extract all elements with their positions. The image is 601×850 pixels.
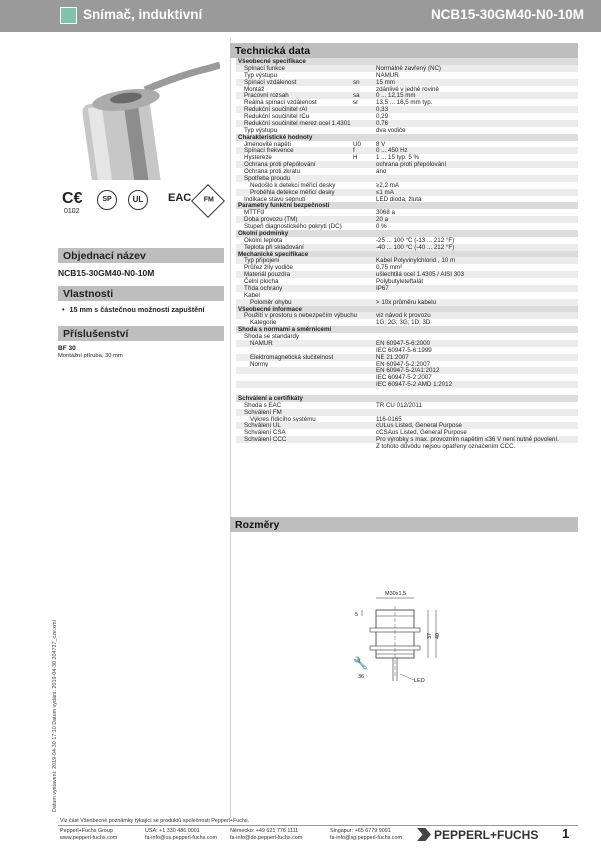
tech-row-label: MTTFd xyxy=(244,209,264,217)
tech-row-value: NE 21:2007 xyxy=(376,353,409,361)
tech-row-label: Poloměr ohybu xyxy=(250,298,292,306)
tech-row xyxy=(236,340,578,347)
csa-icon: SP xyxy=(97,190,117,210)
feature-item: • 15 mm s částečnou možností zapuštění xyxy=(62,305,205,314)
tech-row xyxy=(236,333,578,340)
tech-row xyxy=(236,237,578,244)
tech-row-value: 0,76 xyxy=(376,119,389,127)
tech-row-value: 0 ... 450 Hz xyxy=(376,147,408,155)
tech-row xyxy=(236,299,578,306)
tech-row-label: Redukční součinitel rAl xyxy=(244,106,307,114)
tech-row-label: Okolní podmínky xyxy=(238,229,289,237)
tech-row-symbol: f xyxy=(353,147,355,155)
tech-row-value: ušlechtilá ocel 1.4305 / AISI 303 xyxy=(376,271,465,279)
tech-row-label: Výkres řídicího systému xyxy=(250,415,316,423)
tech-row xyxy=(236,127,578,134)
tech-row xyxy=(236,312,578,319)
tech-row xyxy=(236,209,578,216)
tech-row-label: Spotřeba proudu xyxy=(244,174,291,182)
tech-row-value: viz návod k provozu xyxy=(376,312,431,320)
tech-row xyxy=(236,361,578,368)
fm-approved-icon: FM xyxy=(191,184,225,218)
tech-row-label: Použití v prostoru s nebezpečím výbuchu xyxy=(244,312,358,320)
tech-category-row xyxy=(236,202,578,209)
tech-row-label: Průřez žíly vodiče xyxy=(244,264,293,272)
tech-row-label: Spínací vzdálenost xyxy=(244,78,297,86)
tech-row-value: 3068 a xyxy=(376,209,395,217)
tech-row-value: Polybutyleteftalát xyxy=(376,278,424,285)
tech-row-value: 0 ... 12,15 mm xyxy=(376,92,416,100)
tech-row-value: dva vodiče xyxy=(376,126,406,134)
tech-row-label: Nedošlo k detekci měřicí desky xyxy=(250,181,336,189)
accessories-title: Příslušenství xyxy=(58,326,224,341)
tech-row-label: Redukční součinitel rnerez ocel 1.4301 xyxy=(244,119,351,127)
tech-row-label: Typ připojení xyxy=(244,257,280,265)
features-list xyxy=(58,305,224,314)
tech-row-label: Normy xyxy=(250,360,269,368)
tech-row xyxy=(236,285,578,292)
tech-row-label: Hystereze xyxy=(244,154,272,162)
tech-row-value: EN 60947-5-6:2000 xyxy=(376,339,431,347)
tech-row xyxy=(236,436,578,443)
tech-row xyxy=(236,79,578,86)
tech-row-label: Doba provozu (TM) xyxy=(244,216,298,224)
tech-row xyxy=(236,86,578,93)
footer-note: Viz část Všeobecné poznámky týkající se produktů společnosti Pepperl+Fuchs. xyxy=(60,818,250,824)
accessory-desc: Montážní příruba, 30 mm xyxy=(58,353,123,359)
tech-row-label: Charakteristické hodnoty xyxy=(238,133,313,141)
ce-mark-icon: C€ xyxy=(62,190,83,207)
tech-row xyxy=(236,120,578,127)
order-code: NCB15-30GM40-N0-10M xyxy=(58,268,155,278)
tech-row xyxy=(236,196,578,203)
tech-row-label: Proběhla detekce měřicí desky xyxy=(250,188,335,196)
tech-category-row xyxy=(236,58,578,65)
tech-row-value: TR CU 012/2011 xyxy=(376,401,422,409)
tech-row xyxy=(236,92,578,99)
sensor-product-image xyxy=(70,60,220,180)
features-title: Vlastnosti xyxy=(58,286,224,301)
tech-row xyxy=(236,354,578,361)
tech-row-label: Kabel xyxy=(244,291,260,299)
tech-row-label: Ochrana proti zkratu xyxy=(244,168,301,175)
tech-row-value: NAMUR xyxy=(376,71,399,79)
tech-row-label: Jmenovité napětí xyxy=(244,140,292,148)
tech-row-value: 8 V xyxy=(376,140,386,148)
tech-row xyxy=(236,141,578,148)
tech-row xyxy=(236,106,578,113)
brand-name: PEPPERL+FUCHS xyxy=(434,828,539,842)
dim-40: 40 xyxy=(435,632,441,639)
tech-category-row xyxy=(236,134,578,141)
tech-row-value: LED dioda, žlutá xyxy=(376,195,422,203)
tech-category-row xyxy=(236,395,578,402)
tech-row-value: 0 % xyxy=(376,223,387,230)
tech-row xyxy=(236,216,578,223)
tech-category-row xyxy=(236,230,578,237)
tech-category-row xyxy=(236,306,578,313)
tech-row-value: Z tohoto důvodu nejsou opatřeny označením CCC. xyxy=(376,443,516,450)
tech-row-value: 0,33 xyxy=(376,106,389,114)
tech-row-value: EN 60947-5-2/A1:2012 xyxy=(376,367,440,375)
tech-row-label: Redukční součinitel rCu xyxy=(244,113,310,120)
tech-row xyxy=(236,367,578,374)
tech-row-label: Kategorie xyxy=(250,319,277,327)
tech-row-value: IEC 60947-5-6:1999 xyxy=(376,346,432,354)
tech-row-label: Okolní teplota xyxy=(244,236,283,244)
tech-row xyxy=(236,99,578,106)
tech-row-value: ochrana proti přepólování xyxy=(376,161,447,169)
footer-usa-mail[interactable]: fa-info@us.pepperl-fuchs.com xyxy=(145,835,217,841)
tech-row xyxy=(236,113,578,120)
footer-usa: USA: +1 330 486 0001 xyxy=(145,828,200,834)
tech-row xyxy=(236,402,578,409)
tech-row-value: 15 mm xyxy=(376,78,395,86)
tech-row-label: Schválení FM xyxy=(244,408,282,416)
eac-icon: EAC xyxy=(168,192,192,204)
tech-row-label: Třída ochrany xyxy=(244,284,283,292)
tech-row-symbol: sa xyxy=(353,92,360,100)
tech-row-label: Shoda s normami a směrnicemi xyxy=(238,326,332,334)
tech-row xyxy=(236,347,578,354)
wrench-size: 36 xyxy=(358,674,365,680)
tech-row-value: IEC 60947-5-2:2007 xyxy=(376,374,432,382)
wrench-icon: 🔧 xyxy=(353,656,368,670)
tech-row-value: ano xyxy=(376,168,387,175)
accessory-name: BF 30 xyxy=(58,345,76,352)
tech-category-row xyxy=(236,326,578,333)
tech-row-symbol: U0 xyxy=(353,140,361,148)
tech-row-value: EN 60947-5-2:2007 xyxy=(376,360,431,368)
tech-row-value: IP67 xyxy=(376,284,389,292)
footer-sg: Singapur: +65 6779 9091 xyxy=(330,828,391,834)
tech-row-value: Pro výrobky s max. provozním napětím ≤36 V není nutné povolení. xyxy=(376,436,559,444)
footer-group: Pepperl+Fuchs Group xyxy=(60,828,113,834)
dim-37: 37 xyxy=(427,632,433,639)
tech-row xyxy=(236,182,578,189)
tech-row-label: Čelní plocha xyxy=(244,278,279,285)
tech-row-symbol: sn xyxy=(353,78,360,86)
led-label: LED xyxy=(414,678,425,684)
tech-row-value: -40 ... 100 °C (-40 ... 212 °F) xyxy=(376,243,455,251)
tech-row-label: Pracovní rozsah xyxy=(244,92,289,100)
tech-row-value: Kabel Polyvinylchlorid , 10 m xyxy=(376,257,456,265)
dim-5: 5 xyxy=(355,612,359,618)
tech-row-label: Spínací frekvence xyxy=(244,147,294,155)
tech-row-label: Elektromagnetická slučitelnost xyxy=(250,353,334,361)
tech-row xyxy=(236,374,578,381)
tech-row xyxy=(236,319,578,326)
tech-row-label: Stupeň diagnostického pokrytí (DC) xyxy=(244,223,342,230)
tech-row xyxy=(236,292,578,299)
tech-row-value: cULus Listed, General Purpose xyxy=(376,422,462,430)
tech-row xyxy=(236,72,578,79)
tech-row xyxy=(236,65,578,72)
tech-row-value: 0,29 xyxy=(376,113,389,120)
header-square-icon xyxy=(60,7,77,24)
tech-row-symbol: sr xyxy=(353,99,359,107)
tech-row-label: Mechanické specifikace xyxy=(238,250,309,258)
tech-row xyxy=(236,264,578,271)
tech-row-label: Materiál pouzdra xyxy=(244,271,291,279)
footer-divider xyxy=(58,825,578,826)
tech-row xyxy=(236,168,578,175)
tech-row-label: Typ výstupu xyxy=(244,71,278,79)
tech-row xyxy=(236,409,578,416)
tech-row-label: Teplota při skladování xyxy=(244,243,304,251)
tech-data-title: Technická data xyxy=(230,43,578,58)
tech-row-label: Schválení UL xyxy=(244,422,281,430)
tech-row-label: Ochrana proti přepólování xyxy=(244,161,316,169)
tech-row xyxy=(236,154,578,161)
tech-row xyxy=(236,147,578,154)
tech-row-value: 1 ... 15 typ. 5 % xyxy=(376,154,419,162)
product-code: NCB15-30GM40-N0-10M xyxy=(430,7,584,22)
tech-row-label: Všeobecné specifikace xyxy=(238,58,306,65)
tech-row xyxy=(236,271,578,278)
tech-row xyxy=(236,422,578,429)
tech-row-value: ≤1 mA xyxy=(376,188,394,196)
tech-row-value: cCSAus Listed, General Purpose xyxy=(376,429,467,437)
column-divider xyxy=(230,38,231,818)
tech-row xyxy=(236,161,578,168)
tech-row-label: Shoda s EAC xyxy=(244,401,282,409)
tech-row-value: 1G; 2G; 3G; 1D; 3D xyxy=(376,319,431,327)
tech-row-label: Parametry funkční bezpečnosti xyxy=(238,202,330,210)
tech-row xyxy=(236,189,578,196)
tech-row xyxy=(236,257,578,264)
tech-row xyxy=(236,416,578,423)
page-number: 1 xyxy=(562,826,570,841)
tech-row xyxy=(236,278,578,285)
tech-row-symbol: H xyxy=(353,154,358,162)
tech-row-value: > 10x průměru kabelu xyxy=(376,298,437,306)
tech-row-label: Spínací funkce xyxy=(244,64,285,72)
tech-row xyxy=(236,443,578,450)
tech-row xyxy=(236,244,578,251)
tech-data-table xyxy=(236,58,578,450)
ul-icon: UL xyxy=(128,190,148,210)
dimensions-title: Rozměry xyxy=(230,517,578,532)
tech-row xyxy=(236,175,578,182)
tech-row-label: Schválení a certifikáty xyxy=(238,394,304,402)
ce-number: 0102 xyxy=(64,208,80,215)
tech-row xyxy=(236,429,578,436)
tech-row-label: NAMUR xyxy=(250,339,273,347)
page-title: Snímač, induktivní xyxy=(83,7,203,22)
footer-sg-mail[interactable]: fa-info@sg.pepperl-fuchs.com xyxy=(330,835,402,841)
tech-row-label: Reálná spínací vzdálenost xyxy=(244,99,317,107)
tech-row-label: Shoda se standardy xyxy=(244,333,300,340)
tech-row-value: 13,5 ... 16,5 mm typ. xyxy=(376,99,433,107)
tech-row-label: Indikace stavu sepnutí xyxy=(244,195,306,203)
tech-row-value: -25 ... 100 °C (-13 ... 212 °F) xyxy=(376,236,455,244)
tech-row xyxy=(236,388,578,395)
footer-web[interactable]: www.pepperl-fuchs.com xyxy=(60,835,118,841)
tech-row-value: 116-0165 xyxy=(376,415,402,423)
tech-row-value: ≥2,2 mA xyxy=(376,181,399,189)
tech-row-label: Všeobecné informace xyxy=(238,305,302,313)
thread-label: M30x1,5 xyxy=(385,591,407,597)
tech-row xyxy=(236,381,578,388)
tech-row-label: Montáž xyxy=(244,85,265,93)
tech-category-row xyxy=(236,251,578,258)
tech-row-label: Typ výstupu xyxy=(244,126,278,134)
header-bar xyxy=(0,0,601,32)
tech-row-value: 0,75 mm² xyxy=(376,264,403,272)
tech-row-label: Schválení CCC xyxy=(244,436,287,444)
footer-de-mail[interactable]: fa-info@de.pepperl-fuchs.com xyxy=(230,835,303,841)
dimension-drawing xyxy=(348,586,458,691)
tech-row-value: 20 a xyxy=(376,216,389,224)
tech-row-value: IEC 60947-5-2 AMD 1:2012 xyxy=(376,381,453,389)
tech-row-value: Normálně zavřený (NC) xyxy=(376,64,441,72)
side-date-text: Datum vystavení: 2019-04-30 17:10 Datum vydání: 2019-04-30 204727_cze.xml xyxy=(52,620,58,812)
tech-row-value: zdánlivé v jedné rovině xyxy=(376,85,439,93)
tech-row xyxy=(236,223,578,230)
tech-row-label: Schválení CSA xyxy=(244,429,286,437)
pf-logo-icon xyxy=(417,828,431,841)
footer-de: Německo: +49 621 776 1111 xyxy=(230,828,299,834)
order-title: Objednací název xyxy=(58,248,224,263)
